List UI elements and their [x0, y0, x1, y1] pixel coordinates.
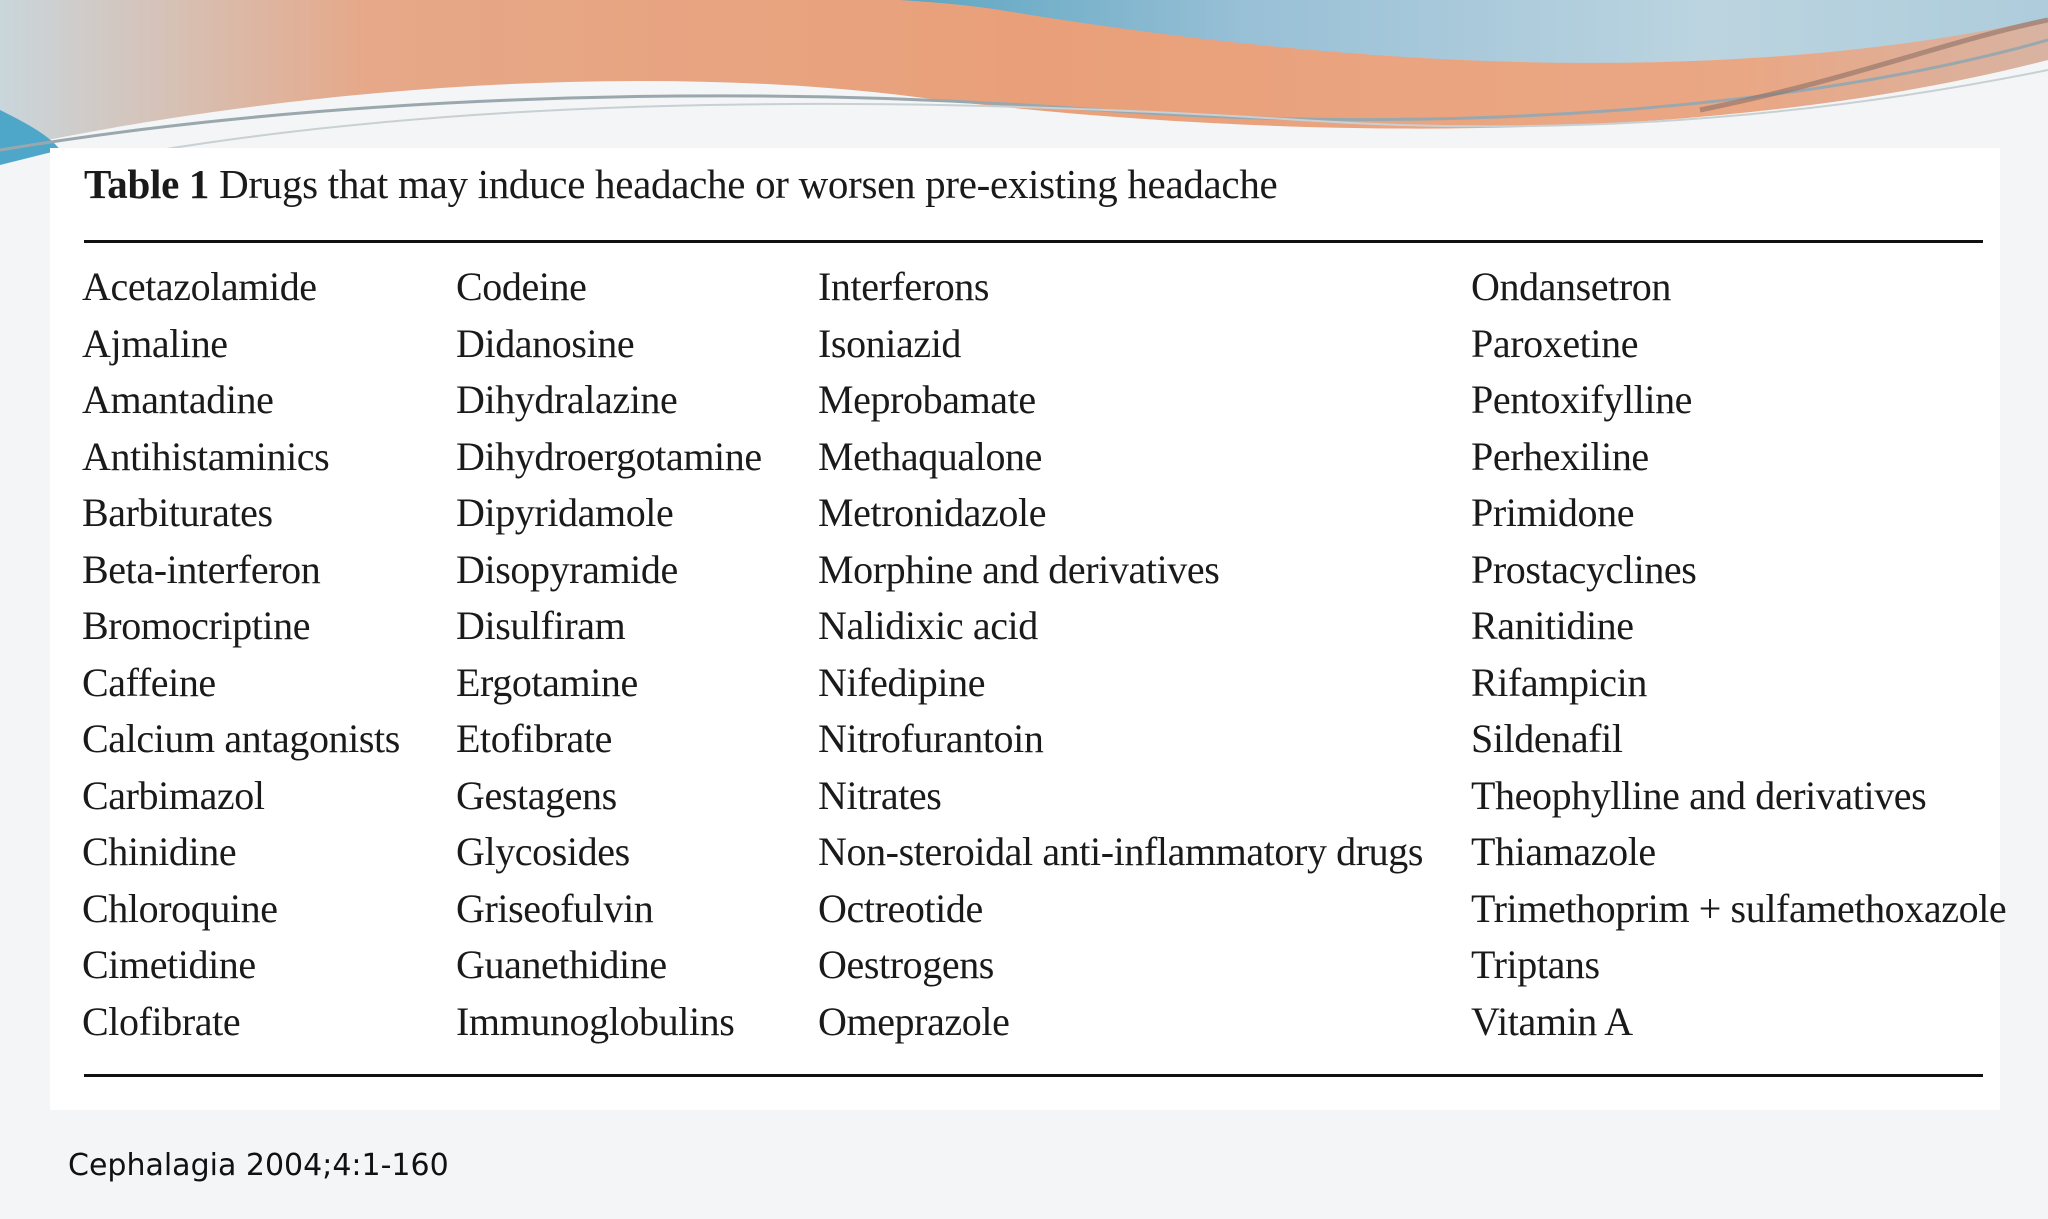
table-cell: Caffeine — [82, 659, 216, 705]
table-cell: Omeprazole — [818, 998, 1010, 1044]
table-cell: Codeine — [456, 264, 587, 309]
table-cell: Guanethidine — [456, 942, 667, 987]
table-cell: Etofibrate — [456, 716, 612, 761]
table-cell: Disulfiram — [456, 603, 626, 648]
table-cell: Rifampicin — [1471, 659, 1647, 705]
table-cell: Dihydralazine — [456, 377, 678, 422]
table-cell: Antihistaminics — [82, 433, 330, 479]
table-cell: Chloroquine — [82, 885, 278, 931]
table-cell: Ondansetron — [1471, 264, 1671, 309]
table-cell: Calcium antagonists — [82, 716, 400, 761]
table-cell: Dihydroergotamine — [456, 433, 762, 479]
table-cell: Metronidazole — [818, 490, 1047, 535]
table-top-rule — [84, 240, 1983, 243]
table-cell: Isoniazid — [818, 320, 962, 366]
table-cell: Sildenafil — [1471, 716, 1623, 761]
table-cell: Acetazolamide — [82, 264, 317, 309]
table-cell: Nalidixic acid — [818, 603, 1038, 648]
table-cell: Immunoglobulins — [456, 998, 735, 1044]
table-bottom-rule — [84, 1074, 1983, 1077]
table-cell: Beta-interferon — [82, 546, 321, 592]
drug-table — [50, 148, 2007, 1110]
table-cell: Methaqualone — [818, 433, 1043, 479]
table-cell: Perhexiline — [1471, 433, 1649, 479]
table-cell: Nifedipine — [818, 659, 986, 705]
table-cell: Thiamazole — [1471, 829, 1656, 874]
table-column-3 — [818, 259, 1423, 1050]
table-column-4 — [1471, 259, 2006, 1050]
table-cell: Didanosine — [456, 320, 635, 366]
table-column-2 — [456, 259, 762, 1050]
table-cell: Pentoxifylline — [1471, 377, 1693, 422]
table-cell: Ajmaline — [82, 320, 228, 366]
table-cell: Bromocriptine — [82, 603, 311, 648]
table-cell: Primidone — [1471, 490, 1635, 535]
table-cell: Prostacyclines — [1471, 546, 1697, 592]
table-cell: Disopyramide — [456, 546, 678, 592]
table-cell: Triptans — [1471, 942, 1600, 987]
table-cell: Gestagens — [456, 772, 617, 818]
table-cell: Non-steroidal anti-inflammatory drugs — [818, 829, 1424, 874]
table-cell: Trimethoprim + sulfamethoxazole — [1471, 885, 2007, 931]
table-cell: Octreotide — [818, 885, 983, 931]
table-cell: Paroxetine — [1471, 320, 1639, 366]
table-cell: Ergotamine — [456, 659, 638, 705]
table-caption-label: Table 1 — [84, 161, 210, 207]
table-cell: Chinidine — [82, 829, 237, 874]
table-cell: Glycosides — [456, 829, 630, 874]
table-cell: Oestrogens — [818, 942, 994, 987]
citation: Cephalagia 2004;4:1-160 — [68, 1148, 449, 1183]
table-cell: Nitrofurantoin — [818, 716, 1044, 761]
table-cell: Morphine and derivatives — [818, 546, 1220, 592]
table-caption — [84, 160, 1277, 208]
table-column-1 — [82, 259, 400, 1050]
table-cell: Amantadine — [82, 377, 274, 422]
table-cell: Carbimazol — [82, 772, 265, 818]
table-cell: Interferons — [818, 264, 990, 309]
table-cell: Ranitidine — [1471, 603, 1634, 648]
table-cell: Griseofulvin — [456, 885, 654, 931]
table-cell: Dipyridamole — [456, 490, 674, 535]
table-cell: Theophylline and derivatives — [1471, 772, 1927, 818]
table-cell: Clofibrate — [82, 998, 241, 1044]
table-cell: Barbiturates — [82, 490, 273, 535]
table-cell: Vitamin A — [1471, 998, 1633, 1044]
table-cell: Cimetidine — [82, 942, 256, 987]
table-caption-text: Drugs that may induce headache or worsen pre-existing headache — [219, 161, 1278, 207]
table-cell: Meprobamate — [818, 377, 1036, 422]
table-cell: Nitrates — [818, 772, 942, 818]
